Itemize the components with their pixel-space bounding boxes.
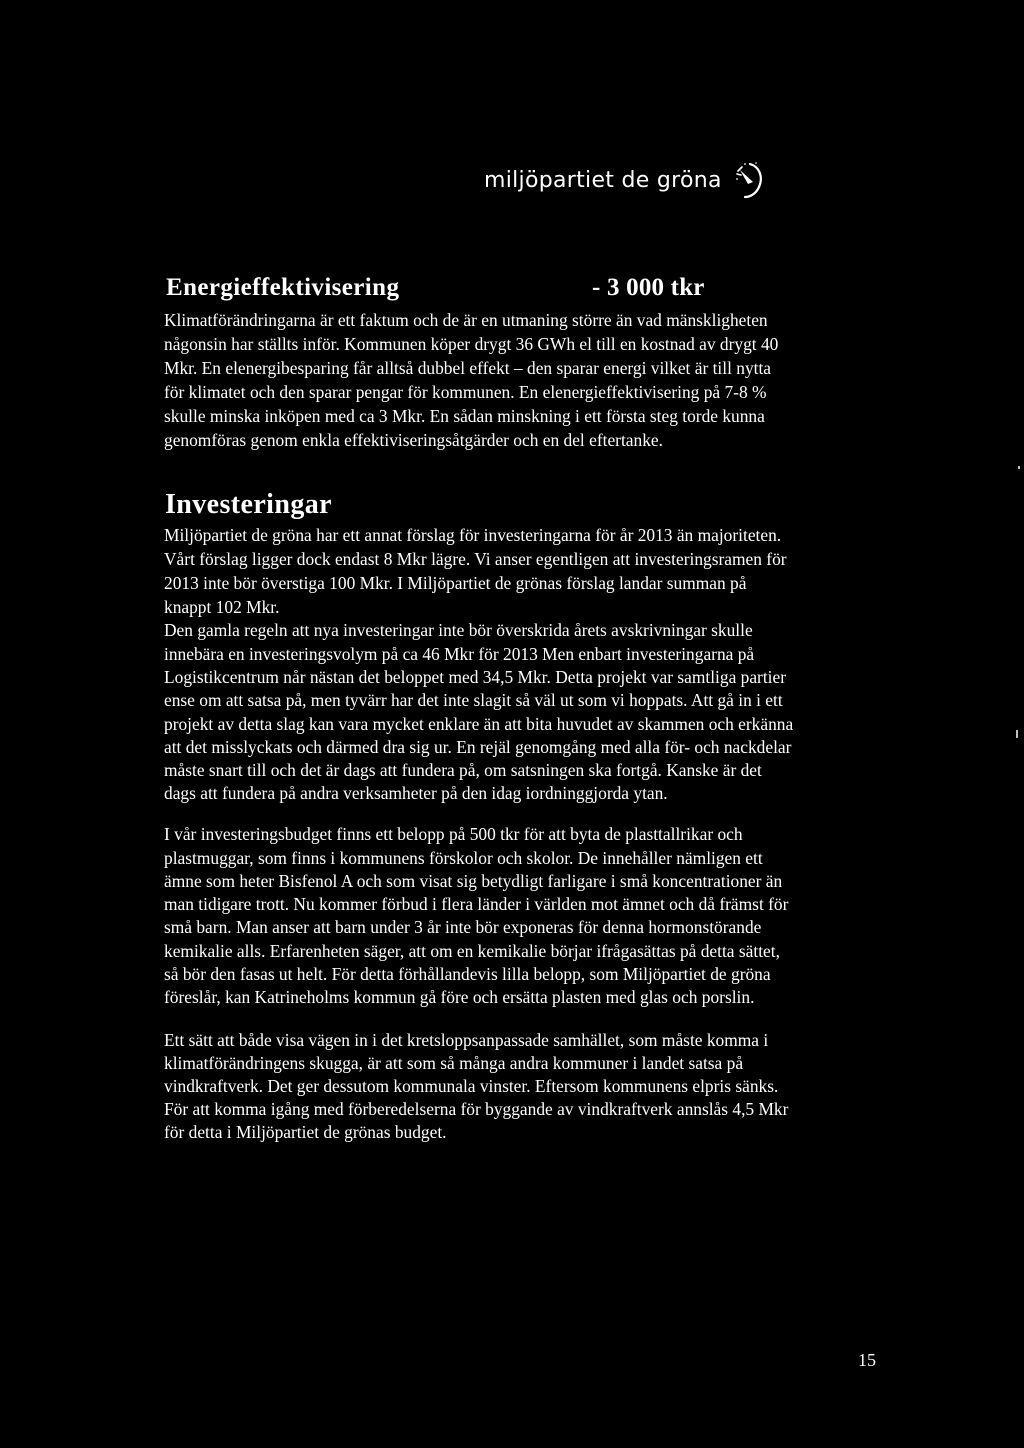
section-heading-invest: Investeringar bbox=[165, 489, 332, 520]
text-line: innebära en investeringsvolym på ca 46 Mkr för 2013 Men enbart investeringarna på bbox=[164, 644, 755, 664]
scan-speck bbox=[1018, 466, 1020, 469]
section-amount-energy: - 3 000 tkr bbox=[592, 274, 705, 301]
text-line: att det misslyckats och därmed dra sig ur. En rejäl genomgång med alla för- och nackdelar bbox=[164, 737, 792, 757]
page-number: 15 bbox=[858, 1350, 876, 1370]
text-line: 2013 inte bör överstiga 100 Mkr. I Miljöpartiet de grönas förslag landar summan på bbox=[164, 573, 747, 593]
text-line: ense om att satsa på, men tyvärr har det inte slagit så väl ut som vi hoppats. Att gå in i ett bbox=[164, 690, 783, 710]
text-line: kemikalie alls. Erfarenheten säger, att om en kemikalie börjar ifrågasättas på detta sättet, bbox=[164, 941, 780, 961]
text-line: man tidigare trott. Nu kommer förbud i flera länder i världen mot ämnet och då främst för bbox=[164, 894, 789, 914]
text-line: I vår investeringsbudget finns ett belopp på 500 tkr för att byta de plasttallrikar och bbox=[164, 824, 743, 844]
text-line: ämne som heter Bisfenol A och som visat sig betydligt farligare i små koncentrationer än bbox=[164, 871, 783, 891]
text-line: Logistikcentrum når nästan det beloppet med 34,5 Mkr. Detta projekt var samtliga partier bbox=[164, 667, 787, 687]
text-line: någonsin har ställts inför. Kommunen köper drygt 36 GWh el till en kostnad av drygt 40 bbox=[164, 334, 779, 354]
section-heading-energy: Energieffektivisering bbox=[166, 274, 400, 301]
text-line: för klimatet och den sparar pengar för kommunen. En elenergieffektivisering på 7-8 % bbox=[164, 382, 767, 402]
text-line: skulle minska inköpen med ca 3 Mkr. En sådan minskning i ett första steg torde kunna bbox=[164, 406, 765, 426]
text-line: För att komma igång med förberedelserna för byggande av vindkraftverk annslås 4,5 Mkr bbox=[164, 1099, 789, 1119]
text-line: dags att fundera på andra verksamheter på den idag iordninggjorda ytan. bbox=[164, 783, 668, 803]
text-line: Den gamla regeln att nya investeringar inte bör överskrida årets avskrivningar skulle bbox=[164, 620, 753, 640]
text-line: Klimatförändringarna är ett faktum och de är en utmaning större än vad mänskligheten bbox=[164, 310, 768, 330]
text-line: knappt 102 Mkr. bbox=[164, 597, 280, 617]
text-line: klimatförändringens skugga, är att som så många andra kommuner i landet satsa på bbox=[164, 1053, 744, 1073]
text-line: plastmuggar, som finns i kommunens förskolor och skolor. De innehåller nämligen ett bbox=[164, 848, 763, 868]
text-line: Ett sätt att både visa vägen in i det kretsloppsanpassade samhället, som måste komma i bbox=[164, 1030, 769, 1050]
text-line: Vårt förslag ligger dock endast 8 Mkr lägre. Vi anser egentligen att investeringsramen för bbox=[164, 549, 787, 569]
text-line: föreslår, kan Katrineholms kommun gå före och ersätta plasten med glas och porslin. bbox=[164, 987, 755, 1007]
text-line: Mkr. En elenergibesparing får alltså dubbel effekt – den sparar energi vilket är till nytta bbox=[164, 358, 772, 378]
text-line: små barn. Man anser att barn under 3 år inte bör exponeras för denna hormonstörande bbox=[164, 917, 762, 937]
text-line: för detta i Miljöpartiet de grönas budget. bbox=[164, 1122, 447, 1142]
logo-text: miljöpartiet de gröna bbox=[484, 167, 722, 193]
dandelion-icon bbox=[728, 160, 764, 200]
scan-speck bbox=[1016, 730, 1018, 738]
text-line: Miljöpartiet de gröna har ett annat förslag för investeringarna för år 2013 än majoriteten. bbox=[164, 525, 782, 545]
text-line: vindkraftverk. Det ger dessutom kommunala vinster. Eftersom kommunens elpris sänks. bbox=[164, 1076, 779, 1096]
text-line: så bör den fasas ut helt. För detta förhållandevis lilla belopp, som Miljöpartiet de gröna bbox=[164, 964, 771, 984]
text-line: måste snart till och det är dags att fundera på, om satsningen ska fortgå. Kanske är det bbox=[164, 760, 762, 780]
text-line: genomföras genom enkla effektiviseringsåtgärder och en del eftertanke. bbox=[164, 430, 663, 450]
party-logo bbox=[484, 160, 764, 200]
text-line: projekt av detta slag kan vara mycket enklare än att bita huvudet av skammen och erkänna bbox=[164, 714, 794, 734]
